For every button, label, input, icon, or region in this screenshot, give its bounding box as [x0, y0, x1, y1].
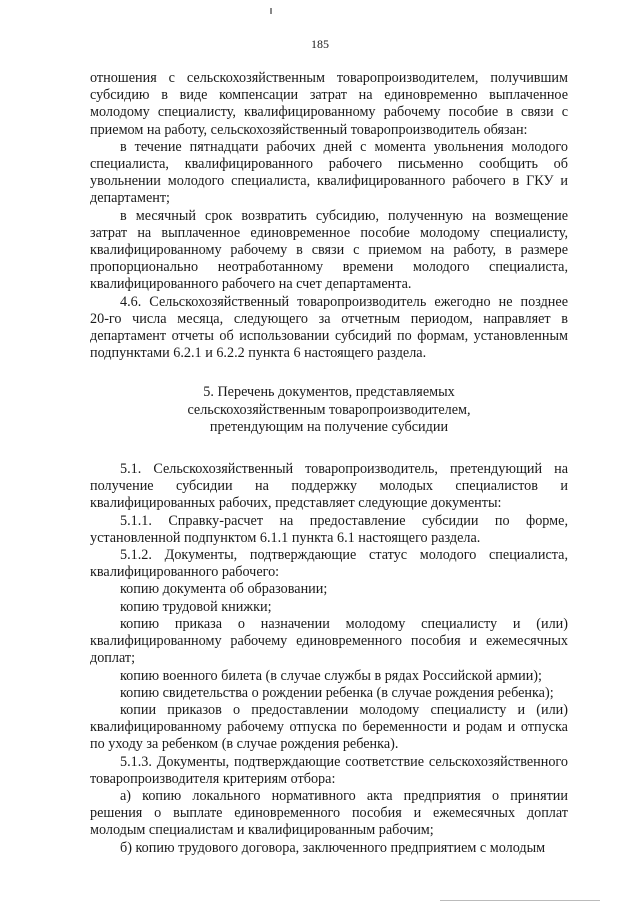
section-title-line: сельскохозяйственным товаропроизводителем,: [187, 401, 471, 418]
document-body: [90, 70, 568, 857]
paragraph: в течение пятнадцати рабочих дней с момента увольнения молодого специалиста, квалифицированного рабочего письменно сообщить об увольнении молодого специалиста, квалифицированного рабочего в ГКУ и департамент;: [90, 138, 568, 207]
paragraph: 5.1.2. Документы, подтверждающие статус молодого специалиста, квалифицированного рабочего:: [90, 547, 568, 581]
page-number: 185: [311, 37, 329, 51]
paragraph: копию военного билета (в случае службы в рядах Российской армии);: [120, 667, 542, 684]
section-title-line: 5. Перечень документов, представляемых: [203, 384, 455, 401]
paragraphs-after: [90, 461, 568, 857]
paragraph: а) копию локального нормативного акта предприятия о принятии решения о выплате единовременного пособия и ежемесячных доплат молодым специалистам и квалифицированным рабочим;: [90, 787, 568, 839]
paragraph: копию свидетельства о рождении ребенка (в случае рождения ребенка);: [120, 684, 554, 701]
paragraph: б) копию трудового договора, заключенного предприятием с молодым: [120, 839, 546, 856]
paragraph: копии приказов о предоставлении молодому специалисту и (или) квалифицированному рабочему отпуска по беременности и родам и отпуска по уходу за ребенком (в случае рождения ребенка).: [90, 701, 568, 753]
paragraph: 4.6. Сельскохозяйственный товаропроизводитель ежегодно не позднее 20-го числа месяца, следующего за отчетным периодом, направляет в департамент отчеты об использовании субсидий по формам, установленным подпунктами 6.2.1 и 6.2.2 пункта 6 настоящего раздела.: [90, 293, 568, 362]
paragraph: 5.1.1. Справку-расчет на предоставление субсидии по форме, установленной подпунктом 6.1.1 пункта 6.1 настоящего раздела.: [90, 512, 568, 546]
section-title: [90, 384, 568, 436]
scan-mark: [270, 8, 272, 14]
paragraph: 5.1.3. Документы, подтверждающие соответствие сельскохозяйственного товаропроизводителя критериям отбора:: [90, 753, 568, 787]
paragraph: в месячный срок возвратить субсидию, полученную на возмещение затрат на выплаченное единовременное пособие молодому специалисту, квалифицированному рабочему в связи с приемом на работу, в размере пропорционально неотработанному времени молодого специалиста, квалифицированного рабочего на счет департамента.: [90, 207, 568, 293]
paragraph: копию приказа о назначении молодому специалисту и (или) квалифицированному рабочему единовременного пособия и ежемесячных доплат;: [90, 615, 568, 667]
paragraph: копию трудовой книжки;: [120, 598, 272, 615]
scan-mark: [440, 900, 600, 901]
paragraph: отношения с сельскохозяйственным товаропроизводителем, получившим субсидию в виде компенсации затрат на единовременно выплаченное молодому специалисту, квалифицированному рабочему пособие в связи с приемом на работу, сельскохозяйственный товаропроизводитель обязан:: [90, 70, 568, 138]
section-title-line: претендующим на получение субсидии: [209, 418, 449, 435]
paragraphs-before: [90, 70, 568, 362]
paragraph: 5.1. Сельскохозяйственный товаропроизводитель, претендующий на получение субсидии на поддержку молодых специалистов и квалифицированных рабочих, представляет следующие документы:: [90, 461, 568, 512]
paragraph: копию документа об образовании;: [120, 581, 328, 598]
